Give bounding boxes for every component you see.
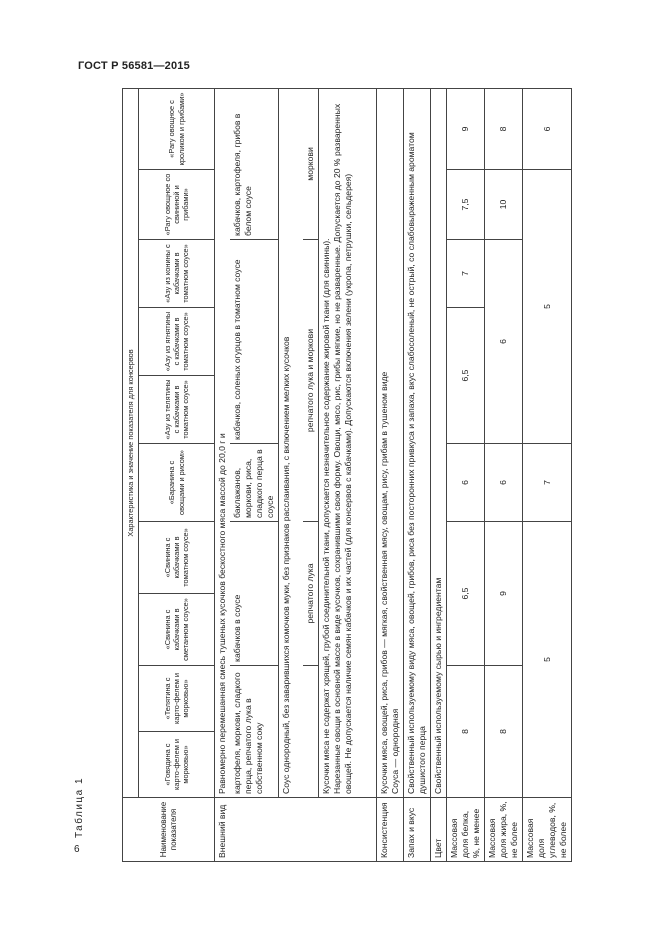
protein-cell: 7 [447,240,485,308]
characteristics-table [122,88,572,862]
appearance-vegetables: Нарезанные овощи в основной массе в виде кусочков, сохранившими свою форму. Овощи, мясо, рис, грибы мягкие, но не разваренные. Допускается до 20 % разваренных овощей. Не допускается наличие семян кабачков и их частей (для консервов с кабачками). Допускаются включения зелени (укропа, петрушки, сельдерея) [332,103,353,794]
appearance-sauce-d: моркови [303,88,319,239]
fat-cell: 8 [485,88,523,169]
header-product: «Азу из ягнятины с кабачками в томатном соусе» [139,308,215,376]
appearance-veg-e: кабачков, картофеля, грибов в белом соусе [230,88,279,239]
appearance-veg-b: кабачков в соусе [230,522,279,666]
header-product: «Свинина с кабачками в сметанном соусе» [139,594,215,666]
carb-cell: 5 [523,170,572,444]
consistency-value [377,88,404,797]
carb-cell: 7 [523,444,572,522]
appearance-intro: Равномерно перемешанная смесь тушеных кусочков бескостного мяса массой до 20,0 г и [215,88,231,797]
row-name-protein: Массовая доля белка, %, не менее [447,798,485,862]
appearance-sauce-b: репчатого лука [303,522,319,666]
protein-cell: 6,5 [447,308,485,444]
appearance-veg-c: баклажанов, моркови, риса, сладкого перца в соусе [230,444,279,522]
protein-cell: 9 [447,88,485,169]
header-product: «Свинина с кабачками в томатном соусе» [139,522,215,594]
consistency-line-1: Кусочки мяса, овощей, риса, грибов — мягкая, свойственная мясу, овощам, рису, грибам в тушеном виде [379,371,389,794]
row-name-fat: Массовая доля жира, %, не более [485,798,523,862]
consistency-line-2: Соуса — однородная [390,708,400,794]
protein-cell: 7,5 [447,170,485,240]
smell-value: Свойственный используемому виду мяса, овощей, грибов, риса без посторонних привкуса и запаха, вкус слабосоленый, не острый, со слабовыраженным ароматом душистого перца [404,88,431,797]
fat-cell: 8 [485,666,523,798]
fat-cell: 6 [485,240,523,444]
appearance-veg-a: картофеля, моркови, сладкого перца, репчатого лука в собственном соку [230,666,279,798]
header-product: «Говядина с карто-фелем и морковью» [139,732,215,798]
document-header: ГОСТ Р 56581—2015 [78,60,190,72]
header-product: «Телятина с карто-фелем и морковью» [139,666,215,732]
fat-cell: 10 [485,170,523,240]
row-name-smell: Запах и вкус [404,798,431,862]
header-product: «Рагу овощное со свининой и грибами» [139,170,215,240]
carb-cell: 5 [523,522,572,798]
row-name-consistency: Консистенция [377,798,404,862]
protein-cell: 6,5 [447,522,485,666]
color-value: Свойственный используемому сырью и ингредиентам [431,88,447,797]
header-product: «Рагу овощное с кроликом и грибами» [139,88,215,169]
appearance-details [319,88,377,797]
header-product: «Баранина с овощами и рисом» [139,444,215,522]
appearance-meat-pieces: Кусочки мяса не содержат хрящей, грубой соединительной ткани, допускается незначительное содержание жировой ткани (для свинины). [321,238,331,794]
appearance-sauce-c: репчатого лука и моркови [303,240,319,522]
header-product: «Азу из конины с кабачками в томатном соусе» [139,240,215,308]
page-number: 6 [74,844,80,855]
fat-cell: 6 [485,444,523,522]
table-label: Таблица 1 [74,776,85,838]
appearance-sauce-a [303,666,319,798]
row-name-color: Цвет [431,798,447,862]
header-product: «Азу из телятины с кабачками в томатном соусе» [139,376,215,444]
rotated-table-container [122,89,614,862]
appearance-veg-d: кабачков, соленых огурцов в томатном соусе [230,240,279,444]
protein-cell: 8 [447,666,485,798]
header-name-col: Наименование показателя [123,798,215,862]
fat-cell: 9 [485,522,523,666]
row-name-carb: Массовая доля углеводов, %, не более [523,798,572,862]
row-name-appearance: Внешний вид [215,798,377,862]
appearance-sauce: Соус однородный, без заварившихся комочков муки, без признаков расслаивания, с включением мелких кусочков [279,88,303,797]
protein-cell: 6 [447,444,485,522]
carb-cell: 6 [523,88,572,169]
header-group: Характеристика и значение показателя для консервов [123,88,139,797]
